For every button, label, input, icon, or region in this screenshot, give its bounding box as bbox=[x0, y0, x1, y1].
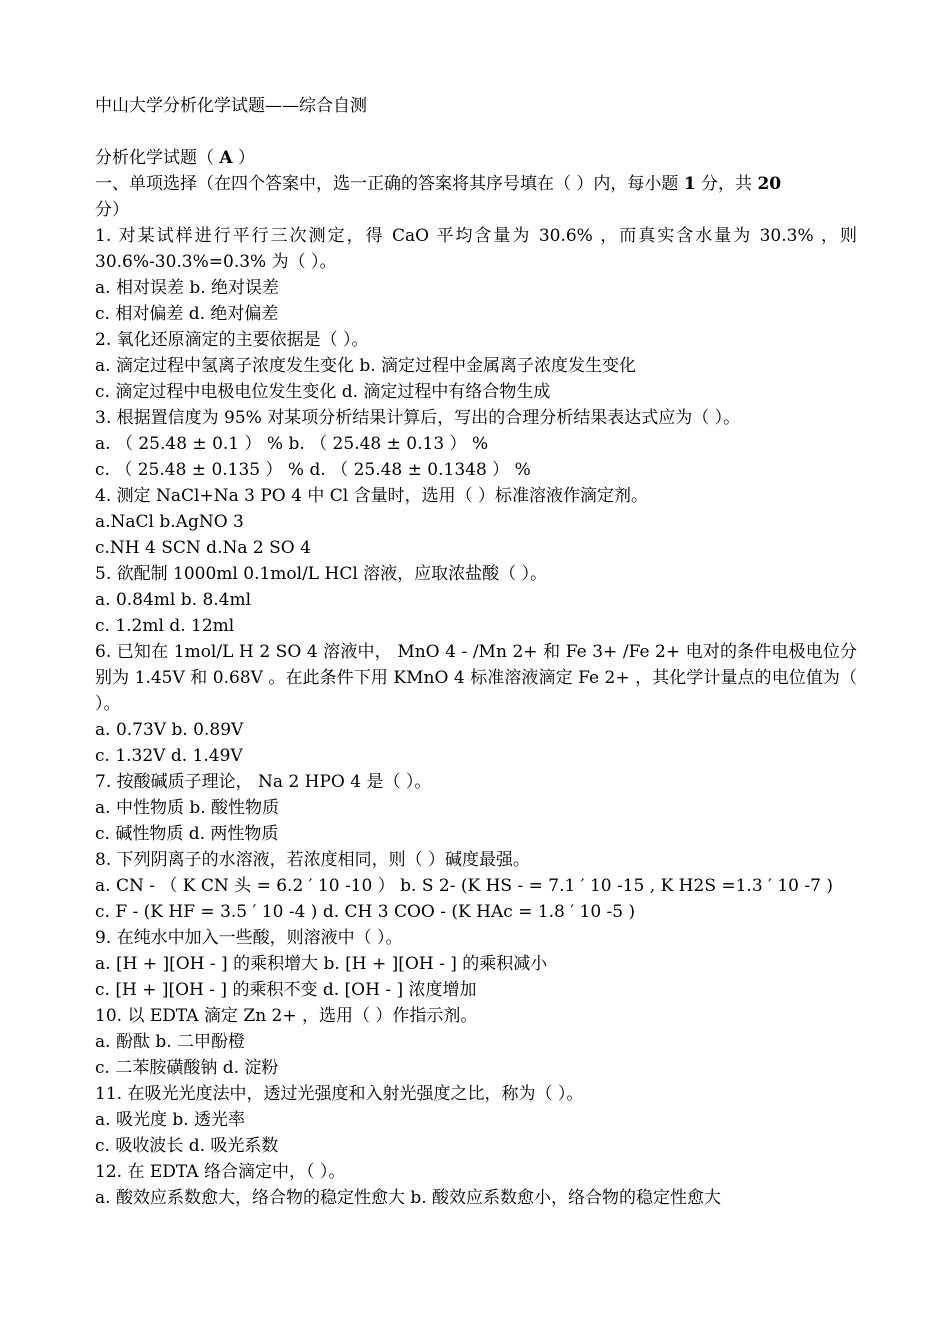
exam-title-letter: A bbox=[219, 148, 233, 168]
question-line: 8. 下列阴离子的水溶液，若浓度相同，则（ ）碱度最强。 bbox=[95, 850, 531, 870]
option-line: c. F - (K HF = 3.5 ′ 10 -4 ) d. CH 3 COO - (K HAc = 1.8 ′ 10 -5 ) bbox=[95, 902, 636, 922]
exam-title bbox=[95, 145, 857, 171]
option-line: c. 碱性物质 d. 两性物质 bbox=[95, 824, 279, 844]
document-title: 中山大学分析化学试题——综合自测 bbox=[95, 96, 367, 116]
question-line: 12. 在 EDTA 络合滴定中，（ ）。 bbox=[95, 1162, 346, 1182]
option-line: a. 0.84ml b. 8.4ml bbox=[95, 590, 252, 610]
option-line: a. 酚酞 b. 二甲酚橙 bbox=[95, 1032, 246, 1052]
option-line: c. [H + ][OH - ] 的乘积不变 d. [OH - ] 浓度增加 bbox=[95, 980, 477, 1000]
option-line: c. 1.32V d. 1.49V bbox=[95, 746, 243, 766]
option-line: a. 0.73V b. 0.89V bbox=[95, 720, 244, 740]
section-intro-text-a: 一、单项选择（在四个答案中，选一正确的答案将其序号填在（ ）内，每小题 bbox=[95, 174, 684, 194]
option-line: c. 滴定过程中电极电位发生变化 d. 滴定过程中有络合物生成 bbox=[95, 382, 551, 402]
document-page bbox=[95, 93, 857, 1211]
question-line: 1. 对某试样进行平行三次测定，得 CaO 平均含量为 30.6% ，而真实含水量为 30.3% ，则 30.6%-30.3%=0.3% 为（ ）。 bbox=[95, 226, 857, 272]
option-line: c. 相对偏差 d. 绝对偏差 bbox=[95, 304, 279, 324]
option-line: c. （ 25.48 ± 0.135 ） % d. （ 25.48 ± 0.1348 ） % bbox=[95, 460, 531, 480]
question-line: 10. 以 EDTA 滴定 Zn 2+ ，选用（ ）作指示剂。 bbox=[95, 1006, 478, 1026]
option-line: a. CN - （ K CN 头 = 6.2 ′ 10 -10 ） b. S 2- (K HS - = 7.1 ′ 10 -15 , K H2S =1.3 ′ 10 -7 ) bbox=[95, 876, 833, 896]
option-line: a.NaCl b.AgNO 3 bbox=[95, 512, 244, 532]
option-line: a. 相对误差 b. 绝对误差 bbox=[95, 278, 280, 298]
question-line: 2. 氧化还原滴定的主要依据是（ ）。 bbox=[95, 330, 369, 350]
question-line: 4. 测定 NaCl+Na 3 PO 4 中 Cl 含量时，选用（ ）标准溶液作滴定剂。 bbox=[95, 486, 649, 506]
option-line: a. 吸光度 b. 透光率 bbox=[95, 1110, 246, 1130]
option-line: a. 滴定过程中氢离子浓度发生变化 b. 滴定过程中金属离子浓度发生变化 bbox=[95, 356, 637, 376]
section-intro-total: 20 bbox=[757, 174, 782, 194]
section-intro-text-c: 分） bbox=[95, 200, 129, 220]
option-line: c. 吸收波长 d. 吸光系数 bbox=[95, 1136, 279, 1156]
question-line: 7. 按酸碱质子理论， Na 2 HPO 4 是（ ）。 bbox=[95, 772, 432, 792]
section-intro-text-b: 分，共 bbox=[695, 174, 758, 194]
question-line: 5. 欲配制 1000ml 0.1mol/L HCl 溶液，应取浓盐酸（ ）。 bbox=[95, 564, 548, 584]
option-line: a. 中性物质 b. 酸性物质 bbox=[95, 798, 280, 818]
question-line: 9. 在纯水中加入一些酸，则溶液中（ ）。 bbox=[95, 928, 403, 948]
exam-title-prefix: 分析化学试题（ bbox=[95, 148, 220, 168]
option-line: a. （ 25.48 ± 0.1 ） % b. （ 25.48 ± 0.13 ） % bbox=[95, 434, 489, 454]
option-line: c.NH 4 SCN d.Na 2 SO 4 bbox=[95, 538, 311, 558]
exam-title-suffix: ） bbox=[232, 148, 256, 168]
question-line: 6. 已知在 1mol/L H 2 SO 4 溶液中， MnO 4 - /Mn 2+ 和 Fe 3+ /Fe 2+ 电对的条件电极电位分别为 1.45V 和 0.68V 。在此条件下用 KMnO 4 标准溶液滴定 Fe 2+ ，其化学计量点的电位值为（ ）。 bbox=[95, 642, 857, 714]
section-intro-points: 1 bbox=[683, 174, 696, 194]
option-line: c. 二苯胺磺酸钠 d. 淀粉 bbox=[95, 1058, 279, 1078]
question-line: 11. 在吸光光度法中，透过光强度和入射光强度之比，称为（ ）。 bbox=[95, 1084, 584, 1104]
option-line: a. 酸效应系数愈大，络合物的稳定性愈大 b. 酸效应系数愈小，络合物的稳定性愈大 bbox=[95, 1188, 722, 1208]
option-line: c. 1.2ml d. 12ml bbox=[95, 616, 235, 636]
question-line: 3. 根据置信度为 95% 对某项分析结果计算后，写出的合理分析结果表达式应为（ ）。 bbox=[95, 408, 741, 428]
section-intro bbox=[95, 171, 857, 223]
option-line: a. [H + ][OH - ] 的乘积增大 b. [H + ][OH - ] 的乘积减小 bbox=[95, 954, 548, 974]
